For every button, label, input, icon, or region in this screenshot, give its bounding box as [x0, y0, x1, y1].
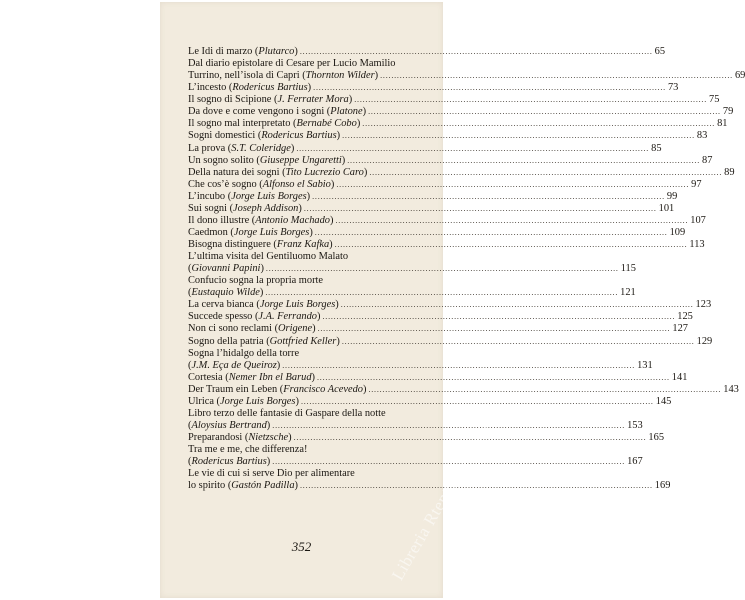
toc-title-text: Caedmon ( — [188, 226, 234, 238]
toc-title-text: Succede spesso ( — [188, 311, 259, 323]
toc-title-line: L’ultima visita del Gentiluomo Malato — [188, 251, 349, 263]
toc-page-number: 169 — [654, 480, 671, 492]
toc-leader-dots — [342, 130, 695, 142]
toc-title-close: ) — [312, 323, 316, 335]
toc-title-text: Un sogno solito ( — [188, 154, 260, 166]
toc-title-text: ( — [188, 359, 192, 371]
toc-leader-dots — [300, 480, 653, 492]
toc-author: Rodericus Bartius — [261, 130, 337, 142]
toc-entry-title — [188, 396, 299, 408]
toc-title-text: La cerva bianca ( — [188, 299, 260, 311]
toc-title-text: Il sogno mal interpretato ( — [188, 118, 297, 130]
toc-title-close: ) — [259, 287, 264, 299]
toc-entry — [188, 226, 686, 239]
toc-author: Nietzsche — [248, 432, 289, 443]
toc-entry — [188, 480, 671, 492]
toc-entry — [188, 118, 728, 130]
toc-title-text: Preparandosi ( — [188, 432, 249, 443]
toc-page-number: 165 — [648, 432, 665, 443]
toc-entry-title — [188, 239, 333, 251]
toc-title-line: Tra me e me, che differenza! — [188, 444, 308, 456]
toc-title-text: Non ci sono reclami ( — [188, 323, 279, 335]
toc-page-number: 89 — [724, 166, 735, 178]
toc-entry-title — [188, 179, 334, 191]
toc-title-text: Cortesia ( — [188, 371, 229, 383]
toc-title-close: ) — [362, 106, 367, 118]
toc-entry — [188, 299, 712, 311]
toc-leader-dots — [315, 227, 668, 239]
toc-title-close: ) — [260, 263, 264, 275]
toc-entry — [188, 383, 739, 396]
toc-title-close: ) — [362, 383, 367, 395]
toc-author: Jorge Luis Borges — [233, 226, 310, 238]
toc-title-close: ) — [330, 178, 335, 190]
toc-author: Franz Kafka — [276, 239, 330, 250]
toc-leader-dots — [336, 179, 689, 191]
toc-title-text: Che cos’è sogno ( — [188, 178, 263, 190]
toc-title-close: ) — [336, 335, 340, 347]
toc-author: J.A. Ferrando — [258, 311, 317, 323]
book-page — [160, 2, 745, 598]
toc-title-close: ) — [317, 311, 321, 323]
table-of-contents — [188, 46, 745, 492]
toc-author: Giovanni Papini — [191, 263, 261, 275]
toc-title-line: Dal diario epistolare di Cesare per Lucio Mamilio — [188, 58, 396, 70]
toc-entry — [188, 70, 745, 82]
toc-author: Eustaquio Wilde — [191, 287, 260, 299]
toc-page-number: 129 — [696, 335, 713, 347]
toc-title-close: ) — [276, 359, 281, 371]
toc-entry-title — [188, 263, 264, 275]
toc-page-number: 107 — [690, 214, 706, 226]
toc-entry-title — [188, 203, 302, 215]
toc-page-number: 75 — [709, 94, 720, 106]
toc-leader-dots — [282, 360, 635, 372]
toc-author: Francisco Acevedo — [283, 383, 363, 395]
toc-entry-title — [188, 287, 263, 299]
toc-leader-dots — [335, 239, 688, 251]
toc-entry — [188, 214, 706, 227]
toc-entry — [188, 106, 734, 118]
toc-title-line: Le vie di cui si serve Dio per alimentare — [188, 468, 355, 480]
toc-entry — [188, 359, 653, 372]
toc-page-number: 97 — [691, 178, 702, 190]
toc-leader-dots — [317, 372, 670, 384]
toc-author: Nemer Ibn el Barud — [228, 371, 312, 383]
toc-entry — [188, 456, 643, 468]
toc-author: Origene — [278, 323, 313, 335]
toc-author: Plutarco — [258, 46, 295, 57]
toc-entry-title — [188, 82, 311, 94]
toc-title-close: ) — [348, 94, 353, 106]
toc-author: Gottfried Keller — [269, 335, 337, 347]
watermark-text: Libreria Rtentum Adelphi — [388, 411, 499, 584]
toc-author: Thornton Wilder — [305, 70, 375, 82]
toc-entry — [188, 263, 636, 275]
toc-leader-dots — [266, 263, 619, 275]
toc-author: J. Ferrater Mora — [277, 94, 349, 106]
toc-title-text: Le Idi di marzo ( — [188, 46, 259, 57]
toc-title-text: Ulrica ( — [188, 395, 221, 407]
toc-title-close: ) — [330, 214, 334, 226]
toc-title-close: ) — [290, 142, 295, 154]
page-number: 352 — [291, 539, 312, 554]
toc-leader-dots — [318, 323, 671, 335]
toc-title-text: Sui sogni ( — [188, 202, 234, 214]
toc-author: Tito Lucrezio Caro — [285, 166, 364, 178]
toc-entry — [188, 419, 643, 432]
toc-author: Platone — [330, 106, 363, 118]
toc-entry — [188, 190, 678, 203]
toc-entry-title — [188, 372, 315, 384]
toc-page-number: 153 — [627, 419, 643, 431]
toc-title-close: ) — [329, 239, 333, 250]
toc-entry — [188, 335, 713, 348]
toc-author: Alfonso el Sabio — [262, 178, 331, 190]
toc-title-text: Bisogna distinguere ( — [188, 239, 277, 250]
toc-author: Jorge Luis Borges — [231, 190, 307, 202]
toc-page-number: 79 — [722, 106, 734, 118]
toc-title-close: ) — [341, 154, 346, 166]
toc-page-number: 141 — [671, 371, 688, 383]
toc-author: Rodericus Bartius — [191, 456, 267, 468]
toc-entry — [188, 371, 688, 384]
toc-leader-dots — [368, 384, 721, 396]
toc-page-number: 87 — [702, 154, 713, 166]
toc-entry-title — [188, 384, 366, 396]
toc-title-line: Sogna l’hidalgo della torre — [188, 347, 300, 359]
toc-page-number: 101 — [658, 202, 675, 214]
toc-title-text: La prova ( — [188, 142, 232, 154]
toc-leader-dots — [341, 299, 694, 311]
toc-entry-title — [188, 456, 270, 468]
toc-title-text: Della natura dei sogni ( — [188, 166, 286, 178]
toc-page-number: 127 — [672, 323, 688, 335]
toc-page-number: 125 — [677, 311, 693, 323]
toc-leader-dots — [313, 82, 666, 94]
toc-entry-title — [188, 94, 352, 106]
toc-author: S.T. Coleridge — [231, 142, 291, 154]
toc-title-text: lo spirito ( — [188, 480, 232, 492]
toc-title-line: Confucio sogna la propria morte — [188, 275, 324, 287]
toc-page-number: 83 — [696, 130, 708, 142]
toc-title-close: ) — [306, 190, 311, 202]
toc-entry — [188, 287, 636, 299]
toc-title-close: ) — [311, 371, 315, 383]
toc-author: Jorge Luis Borges — [259, 299, 336, 311]
toc-author: Antonio Machado — [255, 214, 330, 226]
toc-author: Joseph Addison — [233, 202, 299, 214]
toc-entry-title — [188, 118, 360, 130]
toc-entry-title — [188, 106, 366, 118]
toc-title-close: ) — [288, 432, 292, 443]
toc-entry-title — [188, 191, 310, 203]
toc-entry-title — [188, 46, 298, 58]
toc-title-text: ( — [188, 287, 192, 299]
toc-page-number: 143 — [723, 383, 739, 395]
toc-title-text: L’incesto ( — [188, 82, 233, 94]
toc-entry — [188, 82, 679, 94]
toc-page-number: 109 — [669, 226, 686, 238]
toc-entry — [188, 142, 662, 155]
toc-entry-title — [188, 480, 298, 492]
toc-title-text: Il dono illustre ( — [188, 214, 256, 226]
toc-entry-title — [188, 336, 340, 348]
toc-entry — [188, 395, 672, 408]
toc-leader-dots — [335, 215, 688, 227]
toc-author: Bernabé Cobo — [296, 118, 357, 130]
toc-leader-dots — [347, 155, 700, 167]
toc-entry — [188, 178, 702, 191]
toc-author: Gastón Padilla — [231, 480, 295, 492]
toc-page-number: 115 — [620, 263, 636, 275]
toc-title-text: L’incubo ( — [188, 190, 232, 202]
toc-entry — [188, 166, 735, 179]
toc-page-number: 85 — [651, 142, 662, 154]
toc-entry-title — [188, 143, 294, 155]
toc-leader-dots — [304, 203, 657, 215]
toc-page-number: 121 — [620, 287, 636, 299]
toc-title-text: ( — [188, 419, 192, 431]
toc-author: Aloysius Bertrand — [191, 419, 267, 431]
toc-leader-dots — [300, 46, 653, 58]
toc-leader-dots — [342, 336, 695, 348]
toc-page-number: 99 — [666, 190, 678, 202]
toc-page-number: 113 — [689, 239, 705, 250]
toc-author: Giuseppe Ungaretti — [259, 154, 342, 166]
toc-title-close: ) — [307, 82, 312, 94]
toc-title-close: ) — [298, 202, 302, 214]
toc-title-close: ) — [374, 70, 379, 82]
toc-leader-dots — [312, 191, 665, 203]
toc-title-line: Libro terzo delle fantasie di Gaspare della notte — [188, 407, 386, 419]
toc-title-close: ) — [335, 299, 339, 311]
toc-leader-dots — [265, 287, 618, 299]
toc-title-text: Sogno della patria ( — [188, 335, 270, 347]
toc-entry-title — [188, 70, 378, 82]
toc-title-close: ) — [309, 226, 313, 238]
toc-leader-dots — [369, 167, 722, 179]
toc-author: J.M. Eça de Queiroz — [191, 359, 277, 371]
toc-title-text: Il sogno di Scipione ( — [188, 94, 278, 106]
toc-leader-dots — [322, 311, 675, 323]
toc-entry-title — [188, 311, 320, 323]
toc-leader-dots — [380, 70, 733, 82]
toc-entry-title — [188, 420, 270, 432]
toc-entry-title — [188, 215, 333, 227]
toc-leader-dots — [301, 396, 654, 408]
toc-page-number: 81 — [717, 118, 728, 130]
toc-title-text: Der Traum ein Leben ( — [188, 383, 284, 395]
toc-title-close: ) — [336, 130, 341, 142]
toc-title-text: Turrino, nell’isola di Capri ( — [188, 70, 306, 82]
toc-page-number: 131 — [637, 359, 653, 371]
toc-title-text: Sogni domestici ( — [188, 130, 262, 142]
toc-title-close: ) — [295, 395, 299, 407]
toc-leader-dots — [362, 118, 715, 130]
toc-title-close: ) — [266, 456, 271, 468]
toc-author: Rodericus Bartius — [232, 82, 308, 94]
toc-title-close: ) — [294, 46, 298, 57]
toc-leader-dots — [296, 143, 649, 155]
toc-entry — [188, 130, 708, 142]
toc-entry-title — [188, 360, 280, 372]
toc-title-close: ) — [266, 419, 271, 431]
toc-entry-title — [188, 155, 345, 167]
toc-page-number: 123 — [695, 299, 712, 311]
toc-title-text: ( — [188, 456, 192, 468]
toc-page-number: 65 — [654, 46, 666, 57]
toc-entry — [188, 94, 720, 106]
toc-entry — [188, 202, 675, 215]
toc-page-number: 69 — [734, 70, 745, 82]
toc-title-close: ) — [294, 480, 298, 492]
toc-page-number: 167 — [627, 456, 643, 468]
toc-entry — [188, 311, 693, 323]
toc-title-close: ) — [363, 166, 368, 178]
toc-entry-title — [188, 323, 316, 335]
toc-title-text: ( — [188, 263, 192, 275]
toc-entry-title — [188, 299, 339, 311]
toc-entry-title — [188, 227, 313, 239]
toc-entry — [188, 432, 665, 444]
toc-leader-dots — [368, 106, 721, 118]
toc-author: Jorge Luis Borges — [220, 395, 296, 407]
toc-title-close: ) — [356, 118, 361, 130]
toc-leader-dots — [354, 94, 707, 106]
toc-leader-dots — [272, 420, 625, 432]
toc-entry-title — [188, 167, 367, 179]
toc-page-number: 73 — [667, 82, 679, 94]
toc-entry — [188, 323, 688, 335]
toc-page-number: 145 — [655, 395, 672, 407]
toc-entry-title — [188, 130, 340, 142]
toc-entry — [188, 154, 713, 167]
toc-entry — [188, 46, 666, 58]
toc-title-text: Da dove e come vengono i sogni ( — [188, 106, 331, 118]
toc-entry — [188, 239, 705, 251]
toc-entry-title — [188, 432, 292, 444]
